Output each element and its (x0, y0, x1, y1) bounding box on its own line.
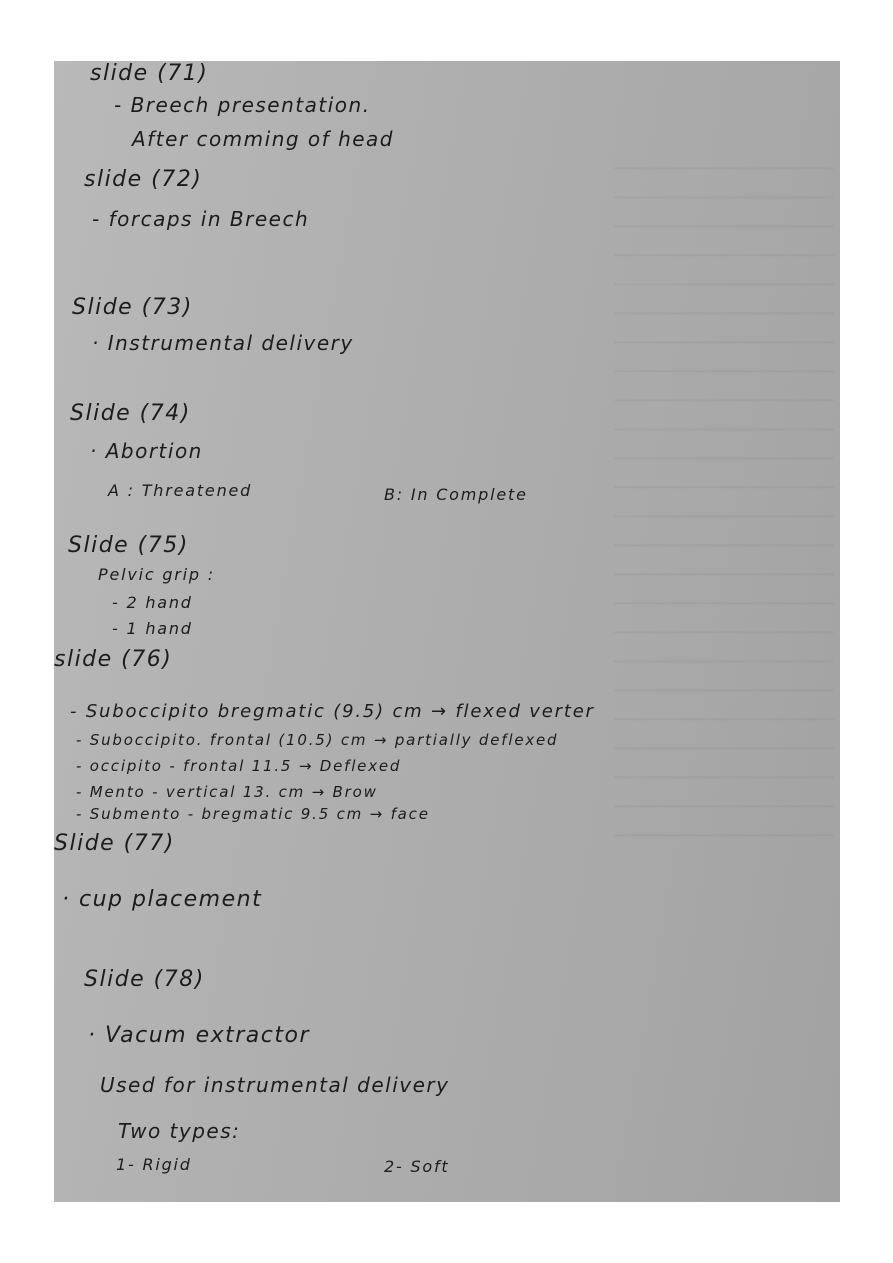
used-for-instrumental-delivery: Used for instrumental delivery (100, 1073, 450, 1097)
type-soft: 2- Soft (384, 1157, 450, 1176)
type-rigid: 1- Rigid (116, 1155, 192, 1174)
slide-72-heading: slide (72) (84, 167, 203, 192)
instrumental-delivery: · Instrumental delivery (92, 331, 354, 355)
suboccipito-bregmatic: - Suboccipito bregmatic (9.5) cm → flexed verter (70, 701, 595, 722)
cup-placement: · cup placement (62, 887, 263, 912)
two-hand: - 2 hand (112, 593, 193, 612)
abortion: · Abortion (90, 439, 203, 463)
slide-74-heading: Slide (74) (70, 401, 191, 426)
submento-bregmatic: - Submento - bregmatic 9.5 cm → face (76, 805, 430, 823)
slide-78-heading: Slide (78) (84, 967, 205, 992)
vacuum-extractor: · Vacum extractor (88, 1023, 311, 1048)
slide-77-heading: Slide (77) (54, 831, 175, 856)
bleed-through-texture (614, 141, 834, 841)
two-types: Two types: (118, 1119, 241, 1143)
after-coming-of-head: After comming of head (132, 127, 394, 151)
incomplete: B: In Complete (384, 485, 528, 504)
mento-vertical: - Mento - vertical 13. cm → Brow (76, 783, 378, 801)
pelvic-grip: Pelvic grip : (98, 565, 215, 584)
breech-presentation: - Breech presentation. (114, 93, 371, 117)
slide-73-heading: Slide (73) (72, 295, 193, 320)
forceps-in-breech: - forcaps in Breech (92, 207, 310, 231)
slide-75-heading: Slide (75) (68, 533, 189, 558)
occipito-frontal: - occipito - frontal 11.5 → Deflexed (76, 757, 402, 775)
notebook-page (54, 61, 840, 1202)
one-hand: - 1 hand (112, 619, 193, 638)
suboccipito-frontal: - Suboccipito. frontal (10.5) cm → partially deflexed (76, 731, 559, 749)
slide-71-heading: slide (71) (90, 61, 209, 86)
threatened: A : Threatened (108, 481, 253, 500)
slide-76-heading: slide (76) (54, 647, 173, 672)
